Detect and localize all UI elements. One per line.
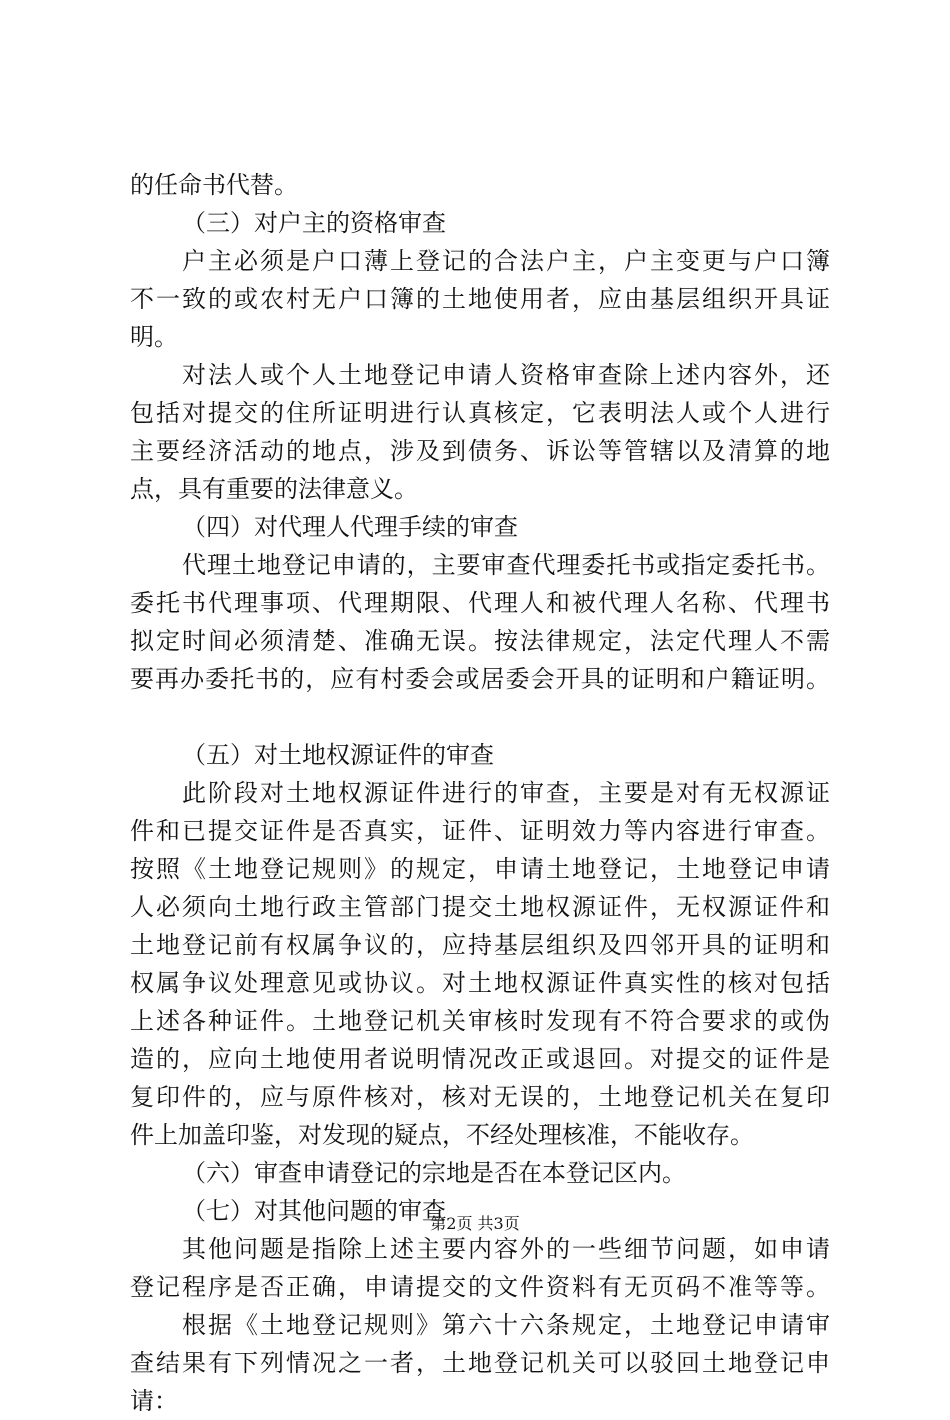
text-line: 人必须向土地行政主管部门提交土地权源证件，无权源证件和 <box>130 893 830 921</box>
text-line: 根据《土地登记规则》第六十六条规定，土地登记申请审 <box>182 1311 830 1339</box>
text-line: 上述各种证件。土地登记机关审核时发现有不符合要求的或伪 <box>130 1007 830 1035</box>
text-line: 的任命书代替。 <box>130 171 298 199</box>
section-heading-3: （三）对户主的资格审查 <box>182 209 446 237</box>
text-line: 主要经济活动的地点，涉及到债务、诉讼等管辖以及清算的地 <box>130 437 830 465</box>
text-line: 请： <box>130 1387 178 1415</box>
section-heading-7: （七）对其他问题的审查 <box>182 1197 446 1225</box>
text-line: 代理土地登记申请的，主要审查代理委托书或指定委托书。 <box>182 551 830 579</box>
text-line: 点，具有重要的法律意义。 <box>130 475 418 503</box>
text-line: 土地登记前有权属争议的，应持基层组织及四邻开具的证明和 <box>130 931 830 959</box>
text-line: 登记程序是否正确，申请提交的文件资料有无页码不准等等。 <box>130 1273 830 1301</box>
text-line: 件和已提交证件是否真实，证件、证明效力等内容进行审查。 <box>130 817 830 845</box>
text-line: 此阶段对土地权源证件进行的审查，主要是对有无权源证 <box>182 779 830 807</box>
section-heading-5: （五）对土地权源证件的审查 <box>182 741 494 769</box>
text-line: 拟定时间必须清楚、准确无误。按法律规定，法定代理人不需 <box>130 627 830 655</box>
text-line: 查结果有下列情况之一者，土地登记机关可以驳回土地登记申 <box>130 1349 830 1377</box>
text-line: 不一致的或农村无户口簿的土地使用者，应由基层组织开具证 <box>130 285 830 313</box>
text-line: 权属争议处理意见或协议。对土地权源证件真实性的核对包括 <box>130 969 830 997</box>
text-line: 复印件的，应与原件核对，核对无误的，土地登记机关在复印 <box>130 1083 830 1111</box>
text-line: 包括对提交的住所证明进行认真核定，它表明法人或个人进行 <box>130 399 830 427</box>
section-heading-4: （四）对代理人代理手续的审查 <box>182 513 518 541</box>
text-line: 造的，应向土地使用者说明情况改正或退回。对提交的证件是 <box>130 1045 830 1073</box>
text-line: 按照《土地登记规则》的规定，申请土地登记，土地登记申请 <box>130 855 830 883</box>
paragraph-gap <box>130 698 830 736</box>
text-line: 明。 <box>130 323 178 351</box>
text-line: 委托书代理事项、代理期限、代理人和被代理人名称、代理书 <box>130 589 830 617</box>
text-line: 其他问题是指除上述主要内容外的一些细节问题，如申请 <box>182 1235 830 1263</box>
text-line: 户主必须是户口薄上登记的合法户主，户主变更与户口簿 <box>182 247 830 275</box>
section-heading-6: （六）审查申请登记的宗地是否在本登记区内。 <box>182 1159 686 1187</box>
page-footer: 第2页 共3页 <box>430 1214 520 1233</box>
text-line: 对法人或个人土地登记申请人资格审查除上述内容外，还 <box>182 361 830 389</box>
text-line: 要再办委托书的，应有村委会或居委会开具的证明和户籍证明。 <box>130 665 830 693</box>
text-line: 件上加盖印鉴，对发现的疑点，不经处理核准，不能收存。 <box>130 1121 754 1149</box>
